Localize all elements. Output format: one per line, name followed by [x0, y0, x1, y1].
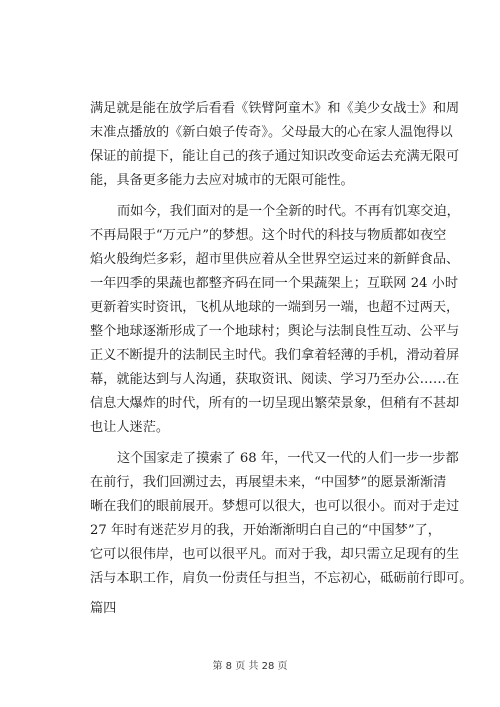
paragraph-line: 更新着实时资讯，飞机从地球的一端到另一端，也超不过两天， — [90, 300, 460, 315]
paragraph-line: 焰火般绚烂多彩，超市里供应着从全世界空运过来的新鲜食品、 — [90, 252, 460, 267]
page-footer: 第 8 页 共 28 页 — [212, 661, 288, 672]
paragraph-line: 晰在我们的眼前展开。梦想可以很大，也可以很小。而对于走过 — [90, 499, 460, 514]
paragraph-line: 而如今，我们面对的是一个全新的时代。不再有饥寒交迫， — [117, 204, 460, 219]
paragraph-line: 能，具备更多能力去应对城市的无限可能性。 — [90, 173, 354, 188]
paragraph-line: 一年四季的果蔬也都整齐码在同一个果蔬架上；互联网 24 小时 — [90, 276, 459, 291]
paragraph-line: 保证的前提下，能让自己的孩子通过知识改变命运去充满无限可 — [90, 149, 460, 164]
paragraph-line: 这个国家走了摸索了 68 年，一代又一代的人们一步一步都 — [117, 451, 459, 466]
paragraph-line: 满足就是能在放学后看看《铁臂阿童木》和《美少女战士》和周 — [90, 101, 460, 116]
paragraph-line: 信息大爆炸的时代，所有的一切呈现出繁荣景象，但稍有不甚却 — [90, 396, 460, 411]
paragraph-line: 正义不断提升的法制民主时代。我们拿着轻薄的手机，滑动着屏 — [90, 348, 460, 363]
paragraph-line: 幕，就能达到与人沟通，获取资讯、阅读、学习乃至办公……在 — [90, 372, 460, 387]
paragraph-line: 也让人迷茫。 — [90, 420, 170, 435]
paragraph-line: 不再局限于“万元户”的梦想。这个时代的科技与物质都如夜空 — [90, 228, 447, 243]
paragraph-line: 整个地球逐渐形成了一个地球村；舆论与法制良性互动、公平与 — [90, 324, 460, 339]
paragraph-line: 在前行，我们回溯过去，再展望未来，“中国梦”的愿景渐渐清 — [90, 475, 447, 490]
paragraph-line: 27 年时有迷茫岁月的我，开始渐渐明白自己的“中国梦”了， — [90, 523, 441, 538]
section-heading: 篇四 — [90, 601, 117, 616]
paragraph-line: 它可以很伟岸，也可以很平凡。而对于我，却只需立足现有的生 — [90, 547, 460, 562]
paragraph-line: 末准点播放的《新白娘子传奇》。父母最大的心在家人温饱得以 — [90, 125, 453, 140]
paragraph-line: 活与本职工作，肩负一份责任与担当，不忘初心，砥砺前行即可。 — [90, 571, 473, 586]
